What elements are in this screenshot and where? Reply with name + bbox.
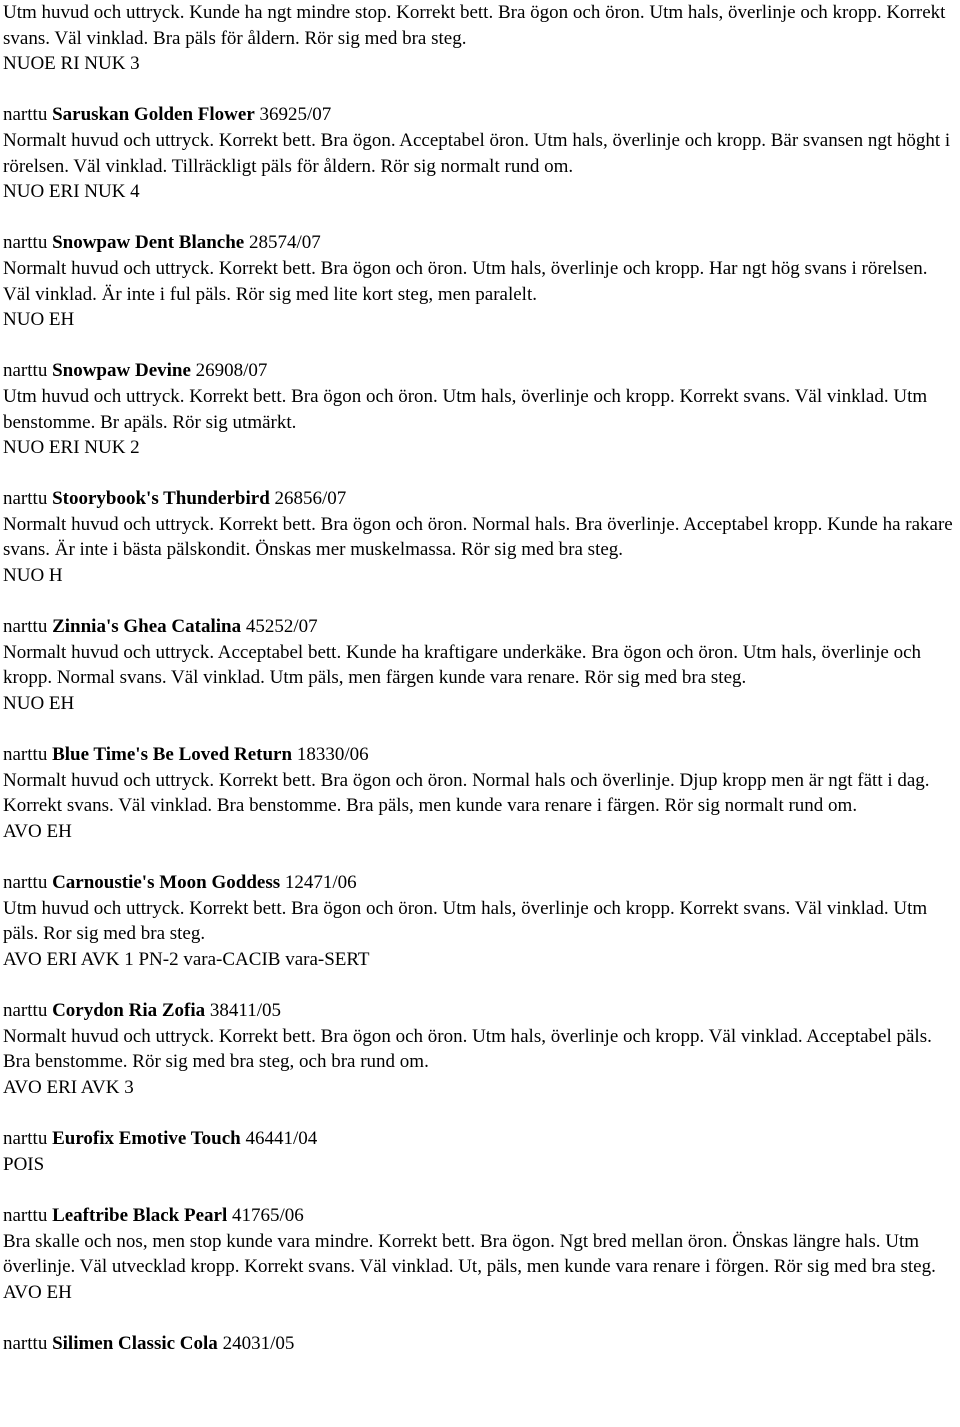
entry-heading [3,870,957,896]
entry-registration: 24031/05 [222,1332,295,1354]
entry-heading [3,1331,957,1357]
entry-sex: narttu [3,744,48,766]
entry-critique: Normalt huvud och uttryck. Acceptabel bett. Kunde ha kraftigare underkäke. Bra ögon och öron. Utm hals, överlinje och kropp. Normal svans. Väl vinklad. Utm päls, men färgen kunde vara renare. Rör sig med bra steg. [3,641,922,689]
entry-dog-name: Zinnia's Ghea Catalina [52,616,242,638]
entry-critique: Bra skalle och nos, men stop kunde vara mindre. Korrekt bett. Bra ögon. Ngt bred mellan öron. Önskas längre hals. Utm överlinje. Väl utvecklad kropp. Korrekt svans. Väl vinklad. Ut, päls, men kunde vara renare i förgen. Rör sig med bra steg. [3,1230,936,1278]
entry-heading [3,358,957,384]
entry-heading [3,614,957,640]
entry-critique: Normalt huvud och uttryck. Korrekt bett. Bra ögon och öron. Utm hals, överlinje och kropp. Väl vinklad. Acceptabel päls. Bra benstomme. Rör sig med bra steg, och bra rund om. [3,1025,932,1073]
entry-heading [3,486,957,512]
entry-registration: 38411/05 [209,1000,281,1022]
dog-entry [3,1126,957,1177]
entry-dog-name: Stoorybook's Thunderbird [52,488,270,510]
dog-entry [3,742,957,844]
entry-sex: narttu [3,1332,48,1354]
entry-registration: 18330/06 [296,744,369,766]
entry-dog-name: Snowpaw Devine [52,360,191,382]
entry-critique: Normalt huvud och uttryck. Korrekt bett. Bra ögon och öron. Normal hals. Bra överlinje. Acceptabel kropp. Kunde ha rakare svans. Är inte i bästa pälskondit. Önskas mer muskelmassa. Rör sig med bra steg. [3,513,953,561]
entry-dog-name: Snowpaw Dent Blanche [52,232,245,254]
entry-critique: Utm huvud och uttryck. Korrekt bett. Bra ögon och öron. Utm hals, överlinje och kropp. Korrekt svans. Väl vinklad. Utm benstomme. Br apäls. Rör sig utmärkt. [3,385,928,433]
entry-heading [3,102,957,128]
dog-entry [3,102,957,204]
entry-dog-name: Saruskan Golden Flower [52,104,255,126]
dog-entry [3,870,957,972]
entry-result: NUO EH [3,309,75,331]
dog-entry [3,358,957,460]
entry-sex: narttu [3,360,48,382]
entry-heading [3,742,957,768]
entry-result: NUOE RI NUK 3 [3,53,140,75]
entry-registration: 45252/07 [245,616,318,638]
entry-critique: Utm huvud och uttryck. Korrekt bett. Bra ögon och öron. Utm hals, överlinje och kropp. Korrekt svans. Väl vinklad. Utm päls. Ror sig med bra steg. [3,897,928,945]
entry-dog-name: Eurofix Emotive Touch [52,1128,241,1150]
entry-critique: Normalt huvud och uttryck. Korrekt bett. Bra ögon och öron. Utm hals, överlinje och kropp. Har ngt hög svans i rörelsen. Väl vinklad. Är inte i ful päls. Rör sig med lite kort steg, men paralelt. [3,257,928,305]
dog-entry [3,230,957,332]
entry-sex: narttu [3,104,48,126]
intro-entry [3,0,957,77]
entry-result: AVO EH [3,1281,72,1303]
entry-registration: 46441/04 [245,1128,318,1150]
entry-registration: 41765/06 [232,1204,304,1226]
entry-registration: 12471/06 [284,872,357,894]
entry-critique: Normalt huvud och uttryck. Korrekt bett. Bra ögon. Acceptabel öron. Utm hals, överlinje och kropp. Bär svansen ngt höght i rörelsen. Väl vinklad. Tillräckligt päls för åldern. Rör sig normalt rund om. [3,129,951,177]
entry-list [3,102,957,1356]
entry-critique: Utm huvud och uttryck. Kunde ha ngt mindre stop. Korrekt bett. Bra ögon och öron. Utm hals, överlinje och kropp. Korrekt svans. Väl vinklad. Bra päls för åldern. Rör sig med bra steg. [3,2,946,49]
entry-sex: narttu [3,488,48,510]
entry-dog-name: Leaftribe Black Pearl [52,1204,228,1226]
entry-result: AVO ERI AVK 1 PN-2 vara-CACIB vara-SERT [3,948,370,970]
entry-result: NUO EH [3,693,75,715]
entry-dog-name: Carnoustie's Moon Goddess [52,872,281,894]
entry-heading [3,998,957,1024]
entry-sex: narttu [3,616,48,638]
entry-registration: 26908/07 [195,360,268,382]
entry-registration: 26856/07 [274,488,347,510]
dog-entry [3,486,957,588]
dog-entry [3,614,957,716]
entry-result: NUO ERI NUK 4 [3,181,140,203]
dog-entry [3,1203,957,1305]
entry-heading [3,1203,957,1229]
entry-result: AVO ERI AVK 3 [3,1076,134,1098]
entry-dog-name: Blue Time's Be Loved Return [52,744,293,766]
entry-sex: narttu [3,1204,48,1226]
entry-dog-name: Corydon Ria Zofia [52,1000,206,1022]
entry-registration: 36925/07 [259,104,332,126]
entry-heading [3,1126,957,1152]
entry-sex: narttu [3,872,48,894]
dog-entry [3,998,957,1100]
entry-critique: Normalt huvud och uttryck. Korrekt bett. Bra ögon och öron. Normal hals och överlinje. Djup kropp men är ngt fätt i dag. Korrekt svans. Väl vinklad. Bra benstomme. Bra päls, men kunde vara renare i färgen. Rör sig normalt rund om. [3,769,930,817]
entry-result: NUO H [3,565,63,587]
entry-result: AVO EH [3,821,72,842]
entry-registration: 28574/07 [248,232,321,254]
entry-result: NUO ERI NUK 2 [3,437,140,459]
entry-sex: narttu [3,1000,48,1022]
entry-heading [3,230,957,256]
entry-dog-name: Silimen Classic Cola [52,1332,218,1354]
entry-sex: narttu [3,232,48,254]
dog-entry [3,1331,957,1357]
entry-result: POIS [3,1153,45,1175]
entry-sex: narttu [3,1128,48,1150]
